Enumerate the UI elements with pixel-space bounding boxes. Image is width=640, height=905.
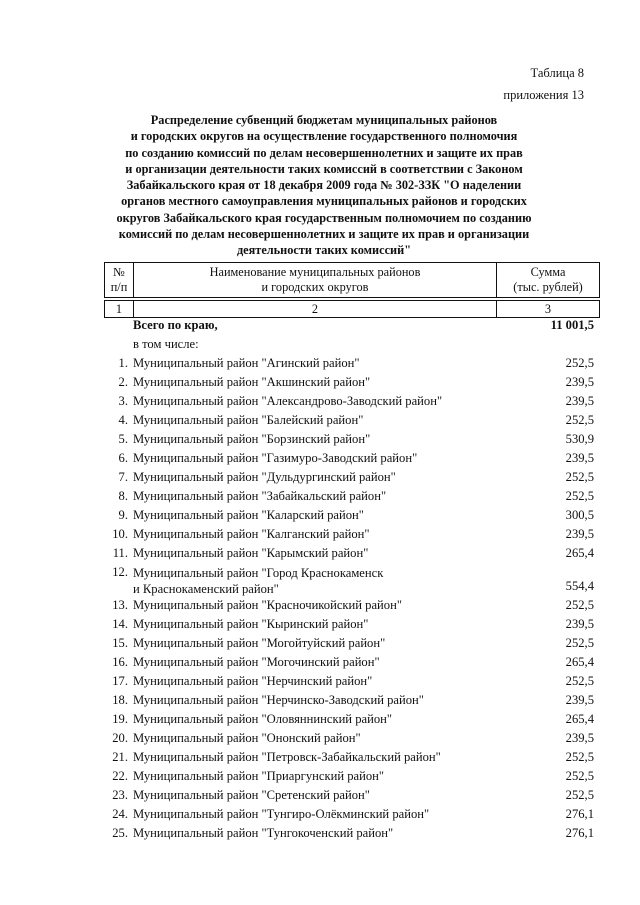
title-line: Распределение субвенций бюджетам муниципальных районов xyxy=(150,113,498,127)
row-number: 25. xyxy=(112,826,128,840)
title-line: округов Забайкальского края государственным полномочием по созданию xyxy=(116,210,532,225)
row-name: Муниципальный район "Тунгиро-Олёкминский район" xyxy=(133,807,430,821)
table-row xyxy=(104,672,600,691)
row-value: 252,5 xyxy=(565,788,594,802)
row-number: 14. xyxy=(112,617,128,631)
title-line: деятельности таких комиссий" xyxy=(236,243,412,258)
row-value: 252,5 xyxy=(565,769,594,783)
header-col-sum-line2: (тыс. рублей) xyxy=(513,280,583,294)
table-row xyxy=(104,615,600,634)
row-value: 252,5 xyxy=(565,674,594,688)
table-row xyxy=(104,468,600,487)
row-number: 24. xyxy=(112,807,128,821)
table-row xyxy=(104,392,600,411)
title-line: Забайкальского края от 18 декабря 2009 года № 302-ЗЗК "О наделении xyxy=(126,178,522,193)
row-value: 530,9 xyxy=(565,432,594,446)
row-value: 252,5 xyxy=(565,470,594,484)
appendix-reference: приложения 13 xyxy=(503,88,584,102)
row-value: 276,1 xyxy=(565,826,594,840)
row-name-line1: Муниципальный район "Город Краснокаменск xyxy=(133,566,384,580)
row-name: Муниципальный район "Дульдургинский район" xyxy=(133,470,396,484)
row-value: 252,5 xyxy=(565,750,594,764)
row-name: Муниципальный район "Ононский район" xyxy=(133,731,361,745)
row-name-line2: и Краснокаменский район" xyxy=(133,582,279,596)
row-number: 20. xyxy=(112,731,128,745)
row-name: Муниципальный район "Могочинский район" xyxy=(133,655,380,669)
table-row xyxy=(104,653,600,672)
column-number-2: 2 xyxy=(134,301,497,317)
row-number: 13. xyxy=(112,598,128,612)
table-row xyxy=(104,786,600,805)
row-name: Муниципальный район "Кыринский район" xyxy=(133,617,369,631)
row-number: 10. xyxy=(112,527,128,541)
row-value: 239,5 xyxy=(565,375,594,389)
title-line: и городских округов на осуществление государственного полномочия xyxy=(130,129,518,144)
row-value: 239,5 xyxy=(565,617,594,631)
header-col-name xyxy=(134,263,497,297)
total-value: 11 001,5 xyxy=(550,318,594,332)
table-row xyxy=(104,805,600,824)
row-number: 1. xyxy=(118,356,128,370)
row-name: Муниципальный район "Петровск-Забайкальский район" xyxy=(133,750,441,764)
title-line: и организации деятельности таких комиссий в соответствии с Законом xyxy=(125,161,523,176)
row-value: 239,5 xyxy=(565,451,594,465)
row-name: Муниципальный район "Нерчинско-Заводский район" xyxy=(133,693,424,707)
row-number: 21. xyxy=(112,750,128,764)
row-name: Муниципальный район "Нерчинский район" xyxy=(133,674,373,688)
row-value: 252,5 xyxy=(565,413,594,427)
document-title xyxy=(96,112,552,259)
row-number: 17. xyxy=(112,674,128,688)
row-name: Муниципальный район "Сретенский район" xyxy=(133,788,370,802)
row-value: 265,4 xyxy=(565,546,594,560)
table-row xyxy=(104,596,600,615)
header-col-sum xyxy=(497,263,599,297)
header-col-name-line1: Наименование муниципальных районов xyxy=(209,265,421,279)
header-col-number-line2: п/п xyxy=(110,280,128,294)
row-number: 15. xyxy=(112,636,128,650)
row-number: 8. xyxy=(118,489,128,503)
title-line: органов местного самоуправления муниципальных районов и городских xyxy=(121,194,527,209)
row-value: 252,5 xyxy=(565,598,594,612)
column-number-3: 3 xyxy=(544,301,552,316)
row-value: 239,5 xyxy=(565,527,594,541)
row-name: Муниципальный район "Оловяннинский район" xyxy=(133,712,392,726)
table-row xyxy=(104,710,600,729)
header-col-sum-line1: Сумма xyxy=(530,265,566,279)
table-row xyxy=(104,373,600,392)
row-value: 239,5 xyxy=(565,731,594,745)
table-row xyxy=(104,506,600,525)
row-name: Муниципальный район "Акшинский район" xyxy=(133,375,371,389)
table-row xyxy=(104,430,600,449)
header-col-number xyxy=(105,263,134,297)
row-name: Муниципальный район "Карымский район" xyxy=(133,546,369,560)
row-name: Муниципальный район "Красночикойский район" xyxy=(133,598,402,612)
total-label: Всего по краю, xyxy=(133,318,218,332)
row-number: 3. xyxy=(118,394,128,408)
row-number: 18. xyxy=(112,693,128,707)
table-row xyxy=(104,748,600,767)
table-body xyxy=(104,316,600,843)
row-value: 252,5 xyxy=(565,489,594,503)
table-row xyxy=(104,563,600,596)
row-name: Муниципальный район "Балейский район" xyxy=(133,413,364,427)
row-number: 23. xyxy=(112,788,128,802)
column-number-1: 1 xyxy=(105,301,134,317)
row-number: 9. xyxy=(118,508,128,522)
table-row xyxy=(104,411,600,430)
row-value: 265,4 xyxy=(565,655,594,669)
row-number: 16. xyxy=(112,655,128,669)
table-row xyxy=(104,729,600,748)
table-row xyxy=(104,824,600,843)
row-name: Муниципальный район "Каларский район" xyxy=(133,508,364,522)
row-number: 6. xyxy=(118,451,128,465)
subtotal-caption-row xyxy=(104,335,600,354)
row-number: 7. xyxy=(118,470,128,484)
subtotal-caption: в том числе: xyxy=(133,337,199,351)
row-name: Муниципальный район "Калганский район" xyxy=(133,527,370,541)
row-value: 265,4 xyxy=(565,712,594,726)
row-name xyxy=(133,565,383,597)
row-name: Муниципальный район "Тунгокоченский район" xyxy=(133,826,394,840)
row-number: 4. xyxy=(118,413,128,427)
table-number: Таблица 8 xyxy=(530,66,584,80)
row-value: 554,4 xyxy=(565,579,594,593)
title-line: комиссий по делам несовершеннолетних и защите их прав и организации xyxy=(118,227,530,242)
row-name: Муниципальный район "Могойтуйский район" xyxy=(133,636,386,650)
row-value: 276,1 xyxy=(565,807,594,821)
table-row xyxy=(104,691,600,710)
row-value: 239,5 xyxy=(565,394,594,408)
table-row xyxy=(104,487,600,506)
row-value: 252,5 xyxy=(565,356,594,370)
title-line: по созданию комиссий по делам несовершеннолетних и защите их прав xyxy=(125,145,523,160)
total-row xyxy=(104,316,600,335)
header-col-name-line2: и городских округов xyxy=(261,280,369,294)
table-row xyxy=(104,525,600,544)
row-number: 2. xyxy=(118,375,128,389)
row-number: 22. xyxy=(112,769,128,783)
row-value: 300,5 xyxy=(565,508,594,522)
row-name: Муниципальный район "Приаргунский район" xyxy=(133,769,385,783)
row-number: 12. xyxy=(112,565,128,579)
table-row xyxy=(104,544,600,563)
row-name: Муниципальный район "Агинский район" xyxy=(133,356,360,370)
table-row xyxy=(104,767,600,786)
row-value: 252,5 xyxy=(565,636,594,650)
row-number: 11. xyxy=(112,546,128,560)
row-name: Муниципальный район "Газимуро-Заводский район" xyxy=(133,451,418,465)
table-row xyxy=(104,449,600,468)
table-row xyxy=(104,634,600,653)
row-name: Муниципальный район "Борзинский район" xyxy=(133,432,371,446)
row-number: 5. xyxy=(118,432,128,446)
row-value: 239,5 xyxy=(565,693,594,707)
row-name: Муниципальный район "Александрово-Заводский район" xyxy=(133,394,443,408)
table-row xyxy=(104,354,600,373)
header-col-number-line1: № xyxy=(113,265,125,279)
table-header xyxy=(104,262,600,318)
row-number: 19. xyxy=(112,712,128,726)
row-name: Муниципальный район "Забайкальский район" xyxy=(133,489,387,503)
